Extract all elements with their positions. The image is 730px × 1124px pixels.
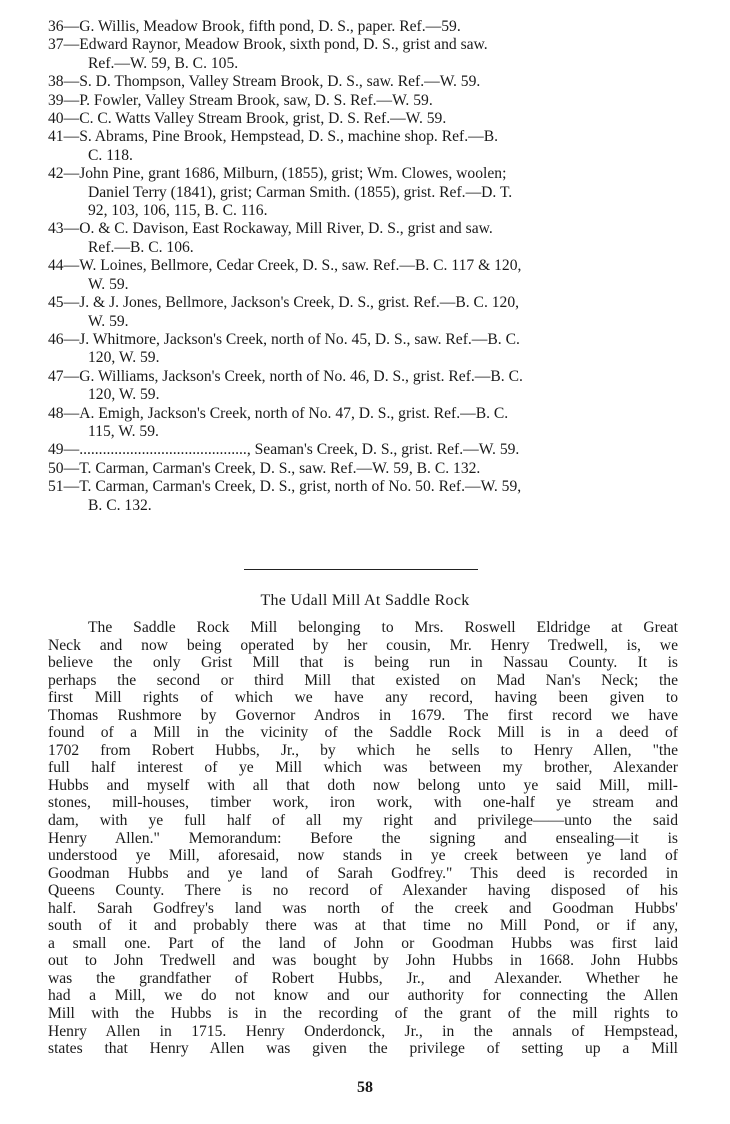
entry-line: 36—G. Willis, Meadow Brook, fifth pond, D. S., paper. Ref.—59. — [48, 18, 461, 35]
entry-line: 42—John Pine, grant 1686, Milburn, (1855), grist; Wm. Clowes, woolen; — [48, 165, 507, 183]
entry-line: Ref.—B. C. 106. — [88, 238, 194, 256]
paragraph-line: full half interest of ye Mill which was between my brother, Alexander — [48, 759, 678, 777]
list-item — [48, 92, 678, 110]
list-item — [48, 331, 678, 368]
paragraph-line: a small one. Part of the land of John or Goodman Hubbs was first laid — [48, 934, 678, 952]
mill-entries-list — [48, 18, 678, 515]
list-item — [48, 128, 678, 165]
entry-line: 43—O. & C. Davison, East Rockaway, Mill River, D. S., grist and saw. — [48, 220, 493, 238]
list-item — [48, 405, 678, 442]
paragraph-line: Thomas Rushmore by Governor Andros in 1679. The first record we have — [48, 706, 678, 724]
paragraph-line: believe the only Grist Mill that is being run in Nassau County. It is — [48, 654, 678, 672]
paragraph-line: The Saddle Rock Mill belonging to Mrs. Roswell Eldridge at Great — [88, 619, 678, 636]
list-item — [48, 257, 678, 294]
entry-line: 120, W. 59. — [88, 349, 160, 367]
entry-line: W. 59. — [88, 312, 129, 330]
list-item — [48, 220, 678, 257]
paragraph-line: Henry Allen in 1715. Henry Onderdonck, Jr., in the annals of Hempstead, — [48, 1022, 678, 1040]
list-item — [48, 441, 678, 459]
entry-line: Daniel Terry (1841), grist; Carman Smith. (1855), grist. Ref.—D. T. — [88, 183, 513, 201]
paragraph-line: perhaps the second or third Mill that existed on Mad Nan's Neck; the — [48, 671, 678, 689]
entry-line: 50—T. Carman, Carman's Creek, D. S., saw. Ref.—W. 59, B. C. 132. — [48, 459, 481, 477]
paragraph-line: states that Henry Allen was given the privilege of setting up a Mill — [48, 1040, 678, 1058]
entry-line: 47—G. Williams, Jackson's Creek, north of No. 46, D. S., grist. Ref.—B. C. — [48, 367, 523, 385]
entry-line: 92, 103, 106, 115, B. C. 116. — [88, 202, 268, 220]
paragraph-line: out to John Tredwell and was bought by John Hubbs in 1668. John Hubbs — [48, 952, 678, 970]
entry-line: 40—C. C. Watts Valley Stream Brook, grist, D. S. Ref.—W. 59. — [48, 110, 447, 128]
paragraph-line: Mill with the Hubbs is in the recording of the grant of the mill rights to — [48, 1005, 678, 1023]
list-item — [48, 460, 678, 478]
paragraph-line: half. Sarah Godfrey's land was north of the creek and Goodman Hubbs' — [48, 899, 678, 917]
paragraph-line: first Mill rights of which we have any record, having been given to — [48, 689, 678, 707]
entry-line: 39—P. Fowler, Valley Stream Brook, saw, D. S. Ref.—W. 59. — [48, 91, 433, 109]
paragraph-line: had a Mill, we do not know and our authority for connecting the Allen — [48, 987, 678, 1005]
entry-line: 120, W. 59. — [88, 386, 160, 404]
entry-line: B. C. 132. — [88, 496, 152, 514]
entry-line: 51—T. Carman, Carman's Creek, D. S., grist, north of No. 50. Ref.—W. 59, — [48, 478, 522, 496]
entry-line: Ref.—W. 59, B. C. 105. — [88, 54, 239, 72]
entry-line: C. 118. — [88, 146, 133, 164]
entry-line: 44—W. Loines, Bellmore, Cedar Creek, D. S., saw. Ref.—B. C. 117 & 120, — [48, 257, 522, 275]
list-item — [48, 165, 678, 220]
paragraph-line: south of it and probably there was at that time no Mill Pond, or if any, — [48, 917, 678, 935]
paragraph-line: stones, mill-houses, timber work, iron work, with one-half ye stream and — [48, 794, 678, 812]
paragraph-line: Neck and now being operated by her cousin, Mr. Henry Tredwell, is, we — [48, 636, 678, 654]
body-paragraph — [48, 619, 678, 1058]
list-item — [48, 478, 678, 515]
paragraph-line: dam, with ye full half of all my right and privilege——unto the said — [48, 812, 678, 830]
paragraph-line: 1702 from Robert Hubbs, Jr., by which he sells to Henry Allen, "the — [48, 741, 678, 759]
paragraph-line: Hubbs and myself with all that doth now belong unto ye said Mill, mill- — [48, 776, 678, 794]
entry-line: 115, W. 59. — [88, 422, 159, 440]
entry-line: 38—S. D. Thompson, Valley Stream Brook, D. S., saw. Ref.—W. 59. — [48, 73, 481, 91]
list-item — [48, 294, 678, 331]
paragraph-line: understood ye Mill, aforesaid, now stands in ye creek between ye land of — [48, 847, 678, 865]
entry-line: 41—S. Abrams, Pine Brook, Hempstead, D. S., machine shop. Ref.—B. — [48, 128, 499, 146]
list-item — [48, 73, 678, 91]
entry-line: 45—J. & J. Jones, Bellmore, Jackson's Creek, D. S., grist. Ref.—B. C. 120, — [48, 294, 520, 312]
entry-line: 37—Edward Raynor, Meadow Brook, sixth pond, D. S., grist and saw. — [48, 36, 488, 54]
entry-line: 49—..........................................., Seaman's Creek, D. S., grist. Ref.—W. 59. — [48, 441, 520, 459]
entry-line: W. 59. — [88, 275, 129, 293]
paragraph-line: Goodman Hubbs and ye land of Sarah Godfrey." This deed is recorded in — [48, 864, 678, 882]
list-item — [48, 110, 678, 128]
paragraph-line: found of a Mill in the vicinity of the Saddle Rock Mill is in a deed of — [48, 724, 678, 742]
entry-line: 48—A. Emigh, Jackson's Creek, north of No. 47, D. S., grist. Ref.—B. C. — [48, 404, 509, 422]
list-item — [48, 36, 678, 73]
page-number: 58 — [357, 1079, 373, 1096]
entry-line: 46—J. Whitmore, Jackson's Creek, north of No. 45, D. S., saw. Ref.—B. C. — [48, 330, 520, 348]
section-divider — [244, 569, 478, 570]
list-item — [48, 368, 678, 405]
section-title: The Udall Mill At Saddle Rock — [260, 592, 470, 609]
list-item — [48, 18, 678, 36]
paragraph-line: was the grandfather of Robert Hubbs, Jr., and Alexander. Whether he — [48, 969, 678, 987]
paragraph-line: Henry Allen." Memorandum: Before the signing and ensealing—it is — [48, 829, 678, 847]
paragraph-line: Queens County. There is no record of Alexander having disposed of his — [48, 882, 678, 900]
